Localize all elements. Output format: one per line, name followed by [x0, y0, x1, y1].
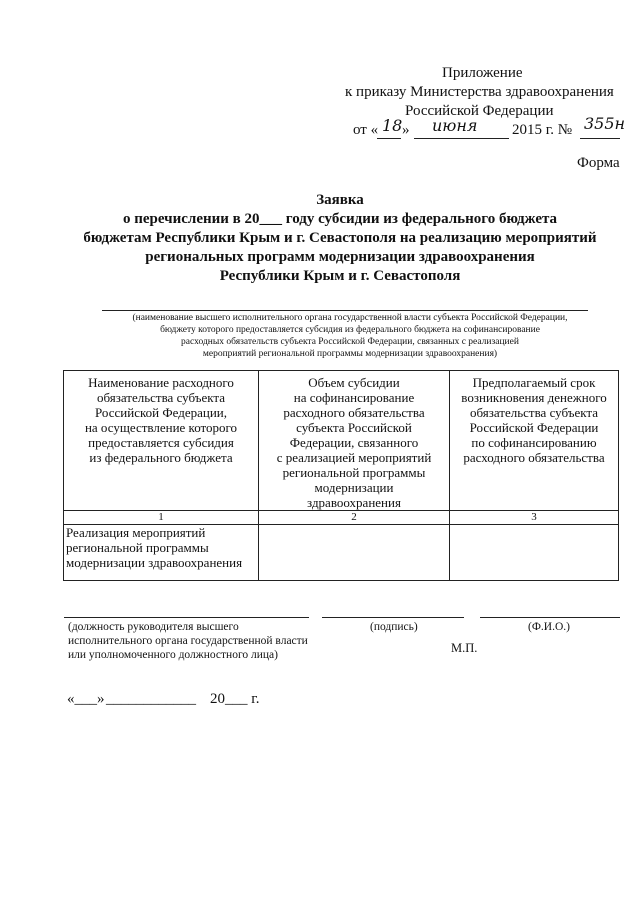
title-line-2: о перечислении в 20___ году субсидии из федерального бюджета: [122, 211, 558, 227]
subsidy-table: [63, 370, 619, 581]
fio-line[interactable]: [480, 617, 620, 618]
authority-name-line[interactable]: [102, 310, 588, 311]
title-line-4: региональных программ модернизации здравоохранения: [145, 249, 535, 265]
header-cell-subsidy-volume: Объем субсидии на софинансирование расходного обязательства субъекта Российской Федерации, связанного с реализацией мероприятий региональной программы модернизации здравоохранения: [259, 371, 450, 511]
header-cell-obligation-term: Предполагаемый срок возникновения денежного обязательства субъекта Российской Федерации по софинансированию расходного обязательства: [450, 371, 619, 511]
position-caption-2: исполнительного органа государственной власти: [68, 635, 308, 647]
authority-caption-4: мероприятий региональной программы модернизации здравоохранения): [202, 349, 498, 359]
table-row: [64, 525, 619, 581]
number-underline: [580, 138, 620, 139]
order-reference: к приказу Министерства здравоохранения: [345, 84, 614, 100]
title-line-3: бюджетам Республики Крым и г. Севастополя на реализацию мероприятий: [83, 230, 597, 246]
header-cell-expenditure: Наименование расходного обязательства субъекта Российской Федерации, на осуществление которого предоставляется субсидия из федерального бюджета: [64, 371, 259, 511]
stamp-label: М.П.: [451, 641, 478, 655]
appendix-label: Приложение: [442, 65, 523, 81]
day-underline: [377, 138, 401, 139]
order-month: июня: [432, 116, 478, 135]
position-line[interactable]: [64, 617, 309, 618]
row-subsidy-volume-cell[interactable]: [259, 525, 450, 581]
signature-caption: (подпись): [370, 621, 418, 633]
row-program-name: Реализация мероприятий региональной программы модернизации здравоохранения: [64, 525, 259, 581]
position-caption-1: (должность руководителя высшего: [68, 621, 239, 633]
authority-caption-3: расходных обязательств субъекта Российской Федерации, связанных с реализацией: [181, 337, 519, 347]
federation-label: Российской Федерации: [405, 103, 554, 119]
date-month-field[interactable]: ____________: [106, 691, 196, 707]
column-number-2: 2: [259, 511, 450, 525]
order-year-text: 2015 г. №: [512, 122, 573, 138]
order-date-prefix: от «: [353, 122, 379, 138]
authority-caption-1: (наименование высшего исполнительного органа государственной власти субъекта Российской Федерации,: [132, 313, 568, 323]
title-line-5: Республики Крым и г. Севастополя: [219, 268, 461, 284]
order-day: 18: [382, 116, 403, 135]
order-date-mid: »: [402, 122, 410, 138]
form-label: Форма: [577, 155, 620, 171]
authority-caption-2: бюджету которого предоставляется субсидия из федерального бюджета на софинансирование: [160, 325, 540, 335]
column-number-3: 3: [450, 511, 619, 525]
row-obligation-term-cell[interactable]: [450, 525, 619, 581]
date-day-field[interactable]: «___»: [67, 691, 105, 707]
table-header-row: [64, 371, 619, 511]
position-caption-3: или уполномоченного должностного лица): [68, 649, 278, 661]
column-number-row: [64, 511, 619, 525]
order-number: 355н: [584, 114, 626, 133]
month-underline: [414, 138, 509, 139]
fio-caption: (Ф.И.О.): [528, 621, 570, 633]
signature-line[interactable]: [322, 617, 464, 618]
date-year-field[interactable]: 20___ г.: [210, 691, 260, 707]
title-line-1: Заявка: [316, 192, 364, 208]
column-number-1: 1: [64, 511, 259, 525]
